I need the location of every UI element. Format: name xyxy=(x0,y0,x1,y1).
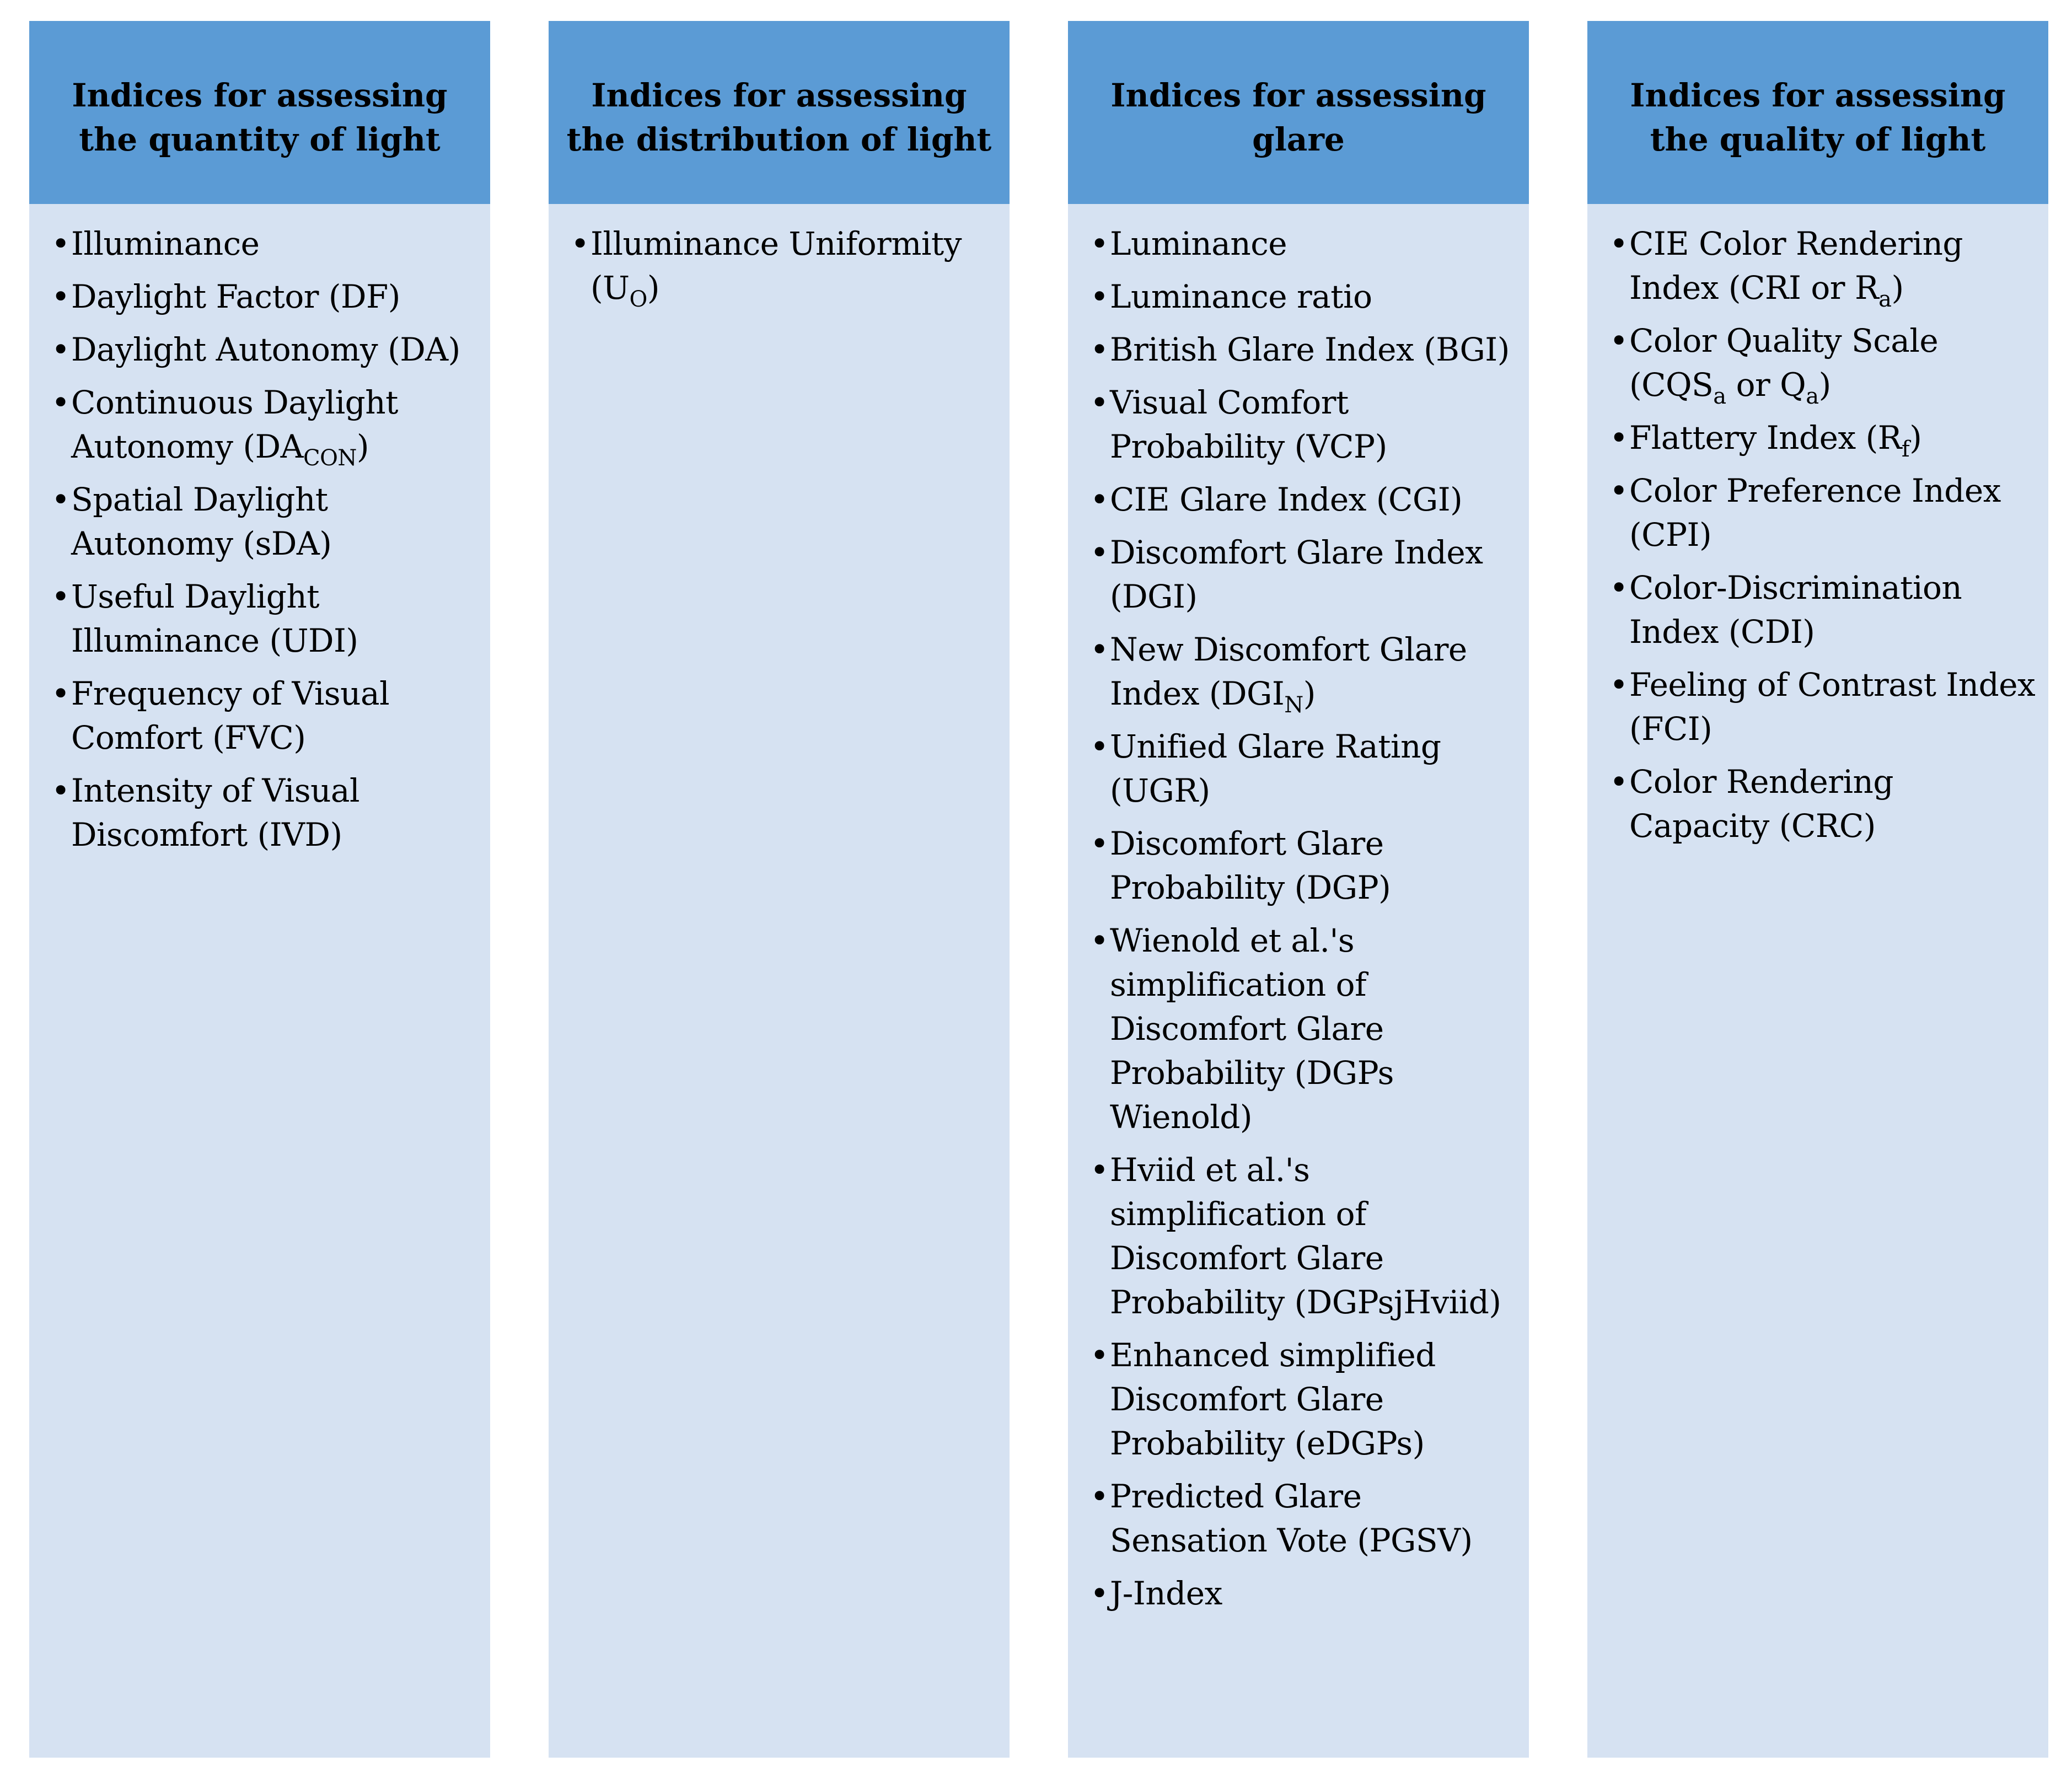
bullet-icon: • xyxy=(51,278,70,315)
bullet-icon: • xyxy=(1090,534,1109,571)
item-text: Color Rendering Capacity (CRC) xyxy=(1629,763,1893,845)
list-item xyxy=(1609,416,2037,460)
bullet-icon: • xyxy=(51,225,70,262)
item-subscript: a xyxy=(1878,287,1892,312)
item-text: New Discomfort Glare Index (DGI xyxy=(1110,631,1467,712)
item-text: Wienold et al.'s simplification of Discomfort Glare Probability (DGPs Wienold) xyxy=(1110,922,1394,1136)
item-text-tail: ) xyxy=(647,269,659,307)
item-text: Discomfort Glare Probability (DGP) xyxy=(1110,825,1391,906)
item-text: CIE Glare Index (CGI) xyxy=(1110,481,1463,518)
item-subscript: a xyxy=(1806,384,1819,409)
bullet-icon: • xyxy=(1090,631,1109,668)
column-glare xyxy=(1068,21,1529,1758)
column-header xyxy=(1068,21,1529,204)
list-item xyxy=(1090,1333,1518,1465)
item-text: Daylight Factor (DF) xyxy=(71,278,400,315)
bullet-icon: • xyxy=(1609,322,1628,359)
list-item xyxy=(1090,477,1518,522)
item-text: Frequency of Visual Comfort (FVC) xyxy=(71,675,390,756)
list-item xyxy=(1090,724,1518,813)
bullet-icon: • xyxy=(1090,331,1109,368)
list-item xyxy=(51,222,479,266)
item-text: Unified Glare Rating (UGR) xyxy=(1110,728,1441,809)
item-text: Feeling of Contrast Index (FCI) xyxy=(1629,666,2036,748)
column-heading: Indices for assessing the distribution of light xyxy=(566,77,992,158)
list-item xyxy=(1090,627,1518,716)
index-list xyxy=(549,222,1010,319)
list-item xyxy=(51,672,479,760)
column-distribution-of-light xyxy=(549,21,1010,1758)
bullet-icon: • xyxy=(571,225,589,262)
list-item xyxy=(1090,275,1518,319)
bullet-icon: • xyxy=(1090,922,1109,959)
bullet-icon: • xyxy=(1609,666,1628,703)
item-text: Visual Comfort Probability (VCP) xyxy=(1110,384,1387,465)
column-header xyxy=(1587,21,2048,204)
list-item xyxy=(51,477,479,566)
item-text: Useful Daylight Illuminance (UDI) xyxy=(71,578,358,659)
item-text-tail: or Q xyxy=(1726,366,1806,404)
item-subscript: f xyxy=(1901,437,1910,462)
column-heading: Indices for assessing the quantity of light xyxy=(72,77,448,158)
item-text: Continuous Daylight Autonomy (DA xyxy=(71,384,398,465)
item-text: British Glare Index (BGI) xyxy=(1110,331,1510,368)
list-item xyxy=(51,380,479,469)
list-item xyxy=(1609,663,2037,751)
item-text: Predicted Glare Sensation Vote (PGSV) xyxy=(1110,1478,1473,1559)
list-item xyxy=(1609,469,2037,557)
item-text: Hviid et al.'s simplification of Discomfort Glare Probability (DGPsjHviid) xyxy=(1110,1151,1501,1321)
item-subscript: O xyxy=(629,287,647,312)
bullet-icon: • xyxy=(1090,1478,1109,1515)
item-text: Spatial Daylight Autonomy (sDA) xyxy=(71,481,332,562)
list-item xyxy=(1090,1474,1518,1562)
bullet-icon: • xyxy=(1609,763,1628,801)
item-text: Flattery Index (R xyxy=(1629,419,1902,457)
item-text: Color Preference Index (CPI) xyxy=(1629,472,2001,554)
bullet-icon: • xyxy=(1090,384,1109,421)
item-text: Illuminance Uniformity (U xyxy=(591,225,962,307)
column-quantity-of-light xyxy=(29,21,490,1758)
list-item xyxy=(1090,821,1518,910)
list-item xyxy=(1609,319,2037,407)
bullet-icon: • xyxy=(1090,1336,1109,1374)
item-text: Color Quality Scale (CQS xyxy=(1629,322,1939,404)
list-item xyxy=(1090,530,1518,619)
item-text: Daylight Autonomy (DA) xyxy=(71,331,460,368)
bullet-icon: • xyxy=(51,772,70,809)
item-subscript: a xyxy=(1713,384,1726,409)
column-quality-of-light xyxy=(1587,21,2048,1758)
item-text-tail: ) xyxy=(1818,366,1831,404)
list-item xyxy=(1609,566,2037,654)
bullet-icon: • xyxy=(1090,1575,1109,1612)
item-text: Illuminance xyxy=(71,225,260,262)
column-header xyxy=(29,21,490,204)
item-text-tail: ) xyxy=(1891,269,1904,307)
list-item xyxy=(1090,1571,1518,1615)
item-text: Enhanced simplified Discomfort Glare Probability (eDGPs) xyxy=(1110,1336,1436,1462)
list-item xyxy=(571,222,999,310)
list-item xyxy=(1609,222,2037,310)
list-item xyxy=(1090,1148,1518,1324)
bullet-icon: • xyxy=(1609,569,1628,606)
column-heading: Indices for assessing the quality of light xyxy=(1630,77,2006,158)
item-text: Discomfort Glare Index (DGI) xyxy=(1110,534,1483,615)
bullet-icon: • xyxy=(51,331,70,368)
bullet-icon: • xyxy=(1090,1151,1109,1189)
bullet-icon: • xyxy=(51,675,70,712)
list-item xyxy=(51,769,479,857)
item-text: CIE Color Rendering Index (CRI or R xyxy=(1629,225,1963,307)
bullet-icon: • xyxy=(1609,225,1628,262)
bullet-icon: • xyxy=(51,481,70,518)
index-list xyxy=(29,222,490,866)
list-item xyxy=(1090,919,1518,1139)
list-item xyxy=(51,275,479,319)
bullet-icon: • xyxy=(1609,472,1628,509)
bullet-icon: • xyxy=(1090,225,1109,262)
index-list xyxy=(1587,222,2048,857)
list-item xyxy=(1609,760,2037,848)
item-text: Color-Discrimination Index (CDI) xyxy=(1629,569,1962,651)
item-subscript: N xyxy=(1284,692,1303,718)
column-header xyxy=(549,21,1010,204)
bullet-icon: • xyxy=(1090,278,1109,315)
item-text: J-Index xyxy=(1110,1575,1222,1612)
column-heading: Indices for assessing glare xyxy=(1110,77,1486,158)
item-text-tail: ) xyxy=(1303,675,1316,712)
list-item xyxy=(51,327,479,372)
item-subscript: CON xyxy=(303,445,357,471)
list-item xyxy=(1090,222,1518,266)
bullet-icon: • xyxy=(51,578,70,615)
item-text: Luminance xyxy=(1110,225,1287,262)
item-text-tail: ) xyxy=(356,428,369,465)
bullet-icon: • xyxy=(1090,728,1109,765)
item-text-tail: ) xyxy=(1909,419,1922,457)
list-item xyxy=(1090,380,1518,469)
bullet-icon: • xyxy=(1090,481,1109,518)
item-text: Intensity of Visual Discomfort (IVD) xyxy=(71,772,360,853)
index-list xyxy=(1068,222,1529,1624)
list-item xyxy=(51,574,479,663)
bullet-icon: • xyxy=(51,384,70,421)
list-item xyxy=(1090,327,1518,372)
bullet-icon: • xyxy=(1090,825,1109,862)
item-text: Luminance ratio xyxy=(1110,278,1372,315)
bullet-icon: • xyxy=(1609,419,1628,457)
